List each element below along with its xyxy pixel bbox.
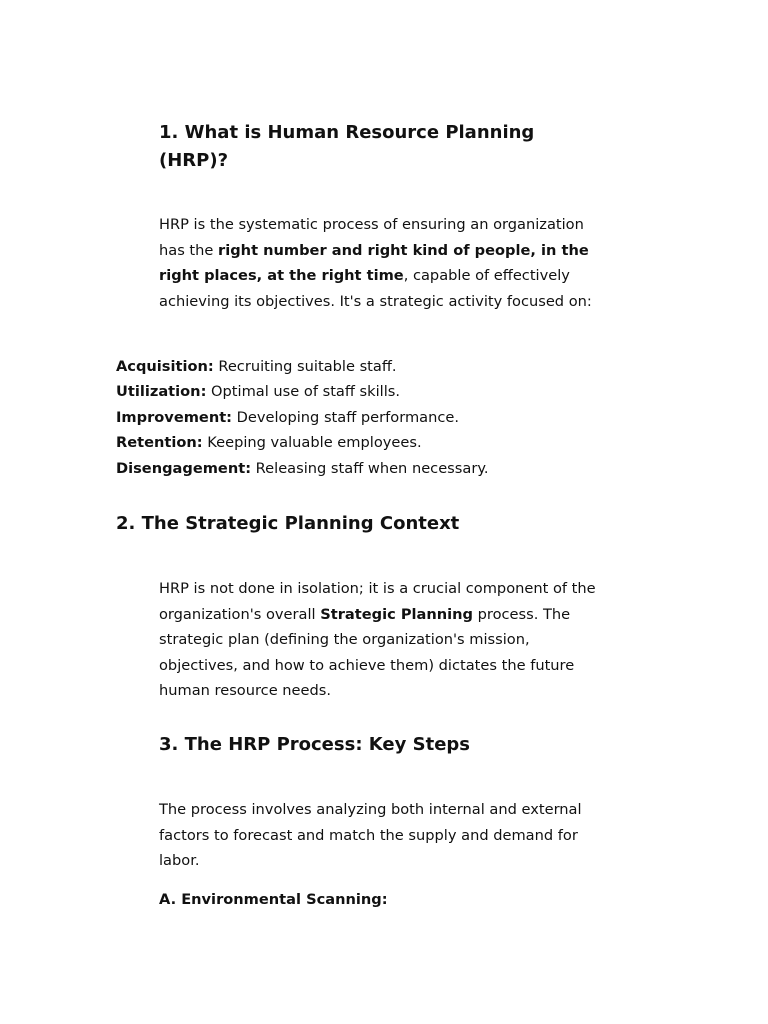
list-item-text: Keeping valuable employees.: [202, 434, 422, 452]
hrp-activities-list: [116, 354, 716, 481]
list-item: [116, 456, 716, 481]
section-1-heading-line-2: (HRP)?: [159, 150, 229, 171]
section-1-paragraph-text-1: HRP is the systematic process of ensuring an organization has the: [159, 216, 584, 259]
list-item-term: Improvement:: [116, 408, 233, 426]
list-item: [116, 405, 716, 430]
section-2-heading: 2. The Strategic Planning Context: [116, 513, 460, 534]
list-item: [116, 354, 716, 379]
list-item-text: Releasing staff when necessary.: [251, 459, 489, 477]
section-3-subheading: A. Environmental Scanning:: [159, 891, 388, 908]
list-item-term: Utilization:: [116, 383, 207, 401]
section-2-paragraph-text-1: HRP is not done in isolation; it is a crucial component of the organization's overall: [159, 580, 596, 623]
section-1-paragraph-emphasis: right number and right kind of people, in the right places, at the right time: [159, 241, 589, 284]
list-item-term: Disengagement:: [116, 459, 252, 477]
section-1-heading-line-1: 1. What is Human Resource Planning: [159, 122, 535, 143]
list-item-text: Developing staff performance.: [232, 408, 460, 426]
section-2-paragraph-emphasis: Strategic Planning: [320, 605, 473, 623]
section-1-paragraph-text-2: , capable of effectively achieving its objectives. It's a strategic activity focused on:: [159, 267, 592, 310]
section-3-paragraph: The process involves analyzing both internal and external factors to forecast and match the supply and demand for labor.: [159, 801, 582, 869]
section-3-heading: 3. The HRP Process: Key Steps: [159, 734, 471, 755]
section-2-paragraph: [159, 576, 607, 704]
section-2-paragraph-text-2: process. The strategic plan (defining the organization's mission, objectives, and how to achieve them) dictates the future human resource needs.: [159, 605, 575, 699]
list-item-term: Retention:: [116, 434, 203, 452]
list-item-term: Acquisition:: [116, 358, 214, 375]
list-item-text: Recruiting suitable staff.: [213, 358, 397, 375]
section-1-paragraph: [159, 212, 611, 314]
list-item-text: Optimal use of staff skills.: [206, 383, 401, 401]
list-item: [116, 430, 716, 455]
list-item: [116, 379, 716, 404]
section-1-heading: [159, 119, 639, 175]
